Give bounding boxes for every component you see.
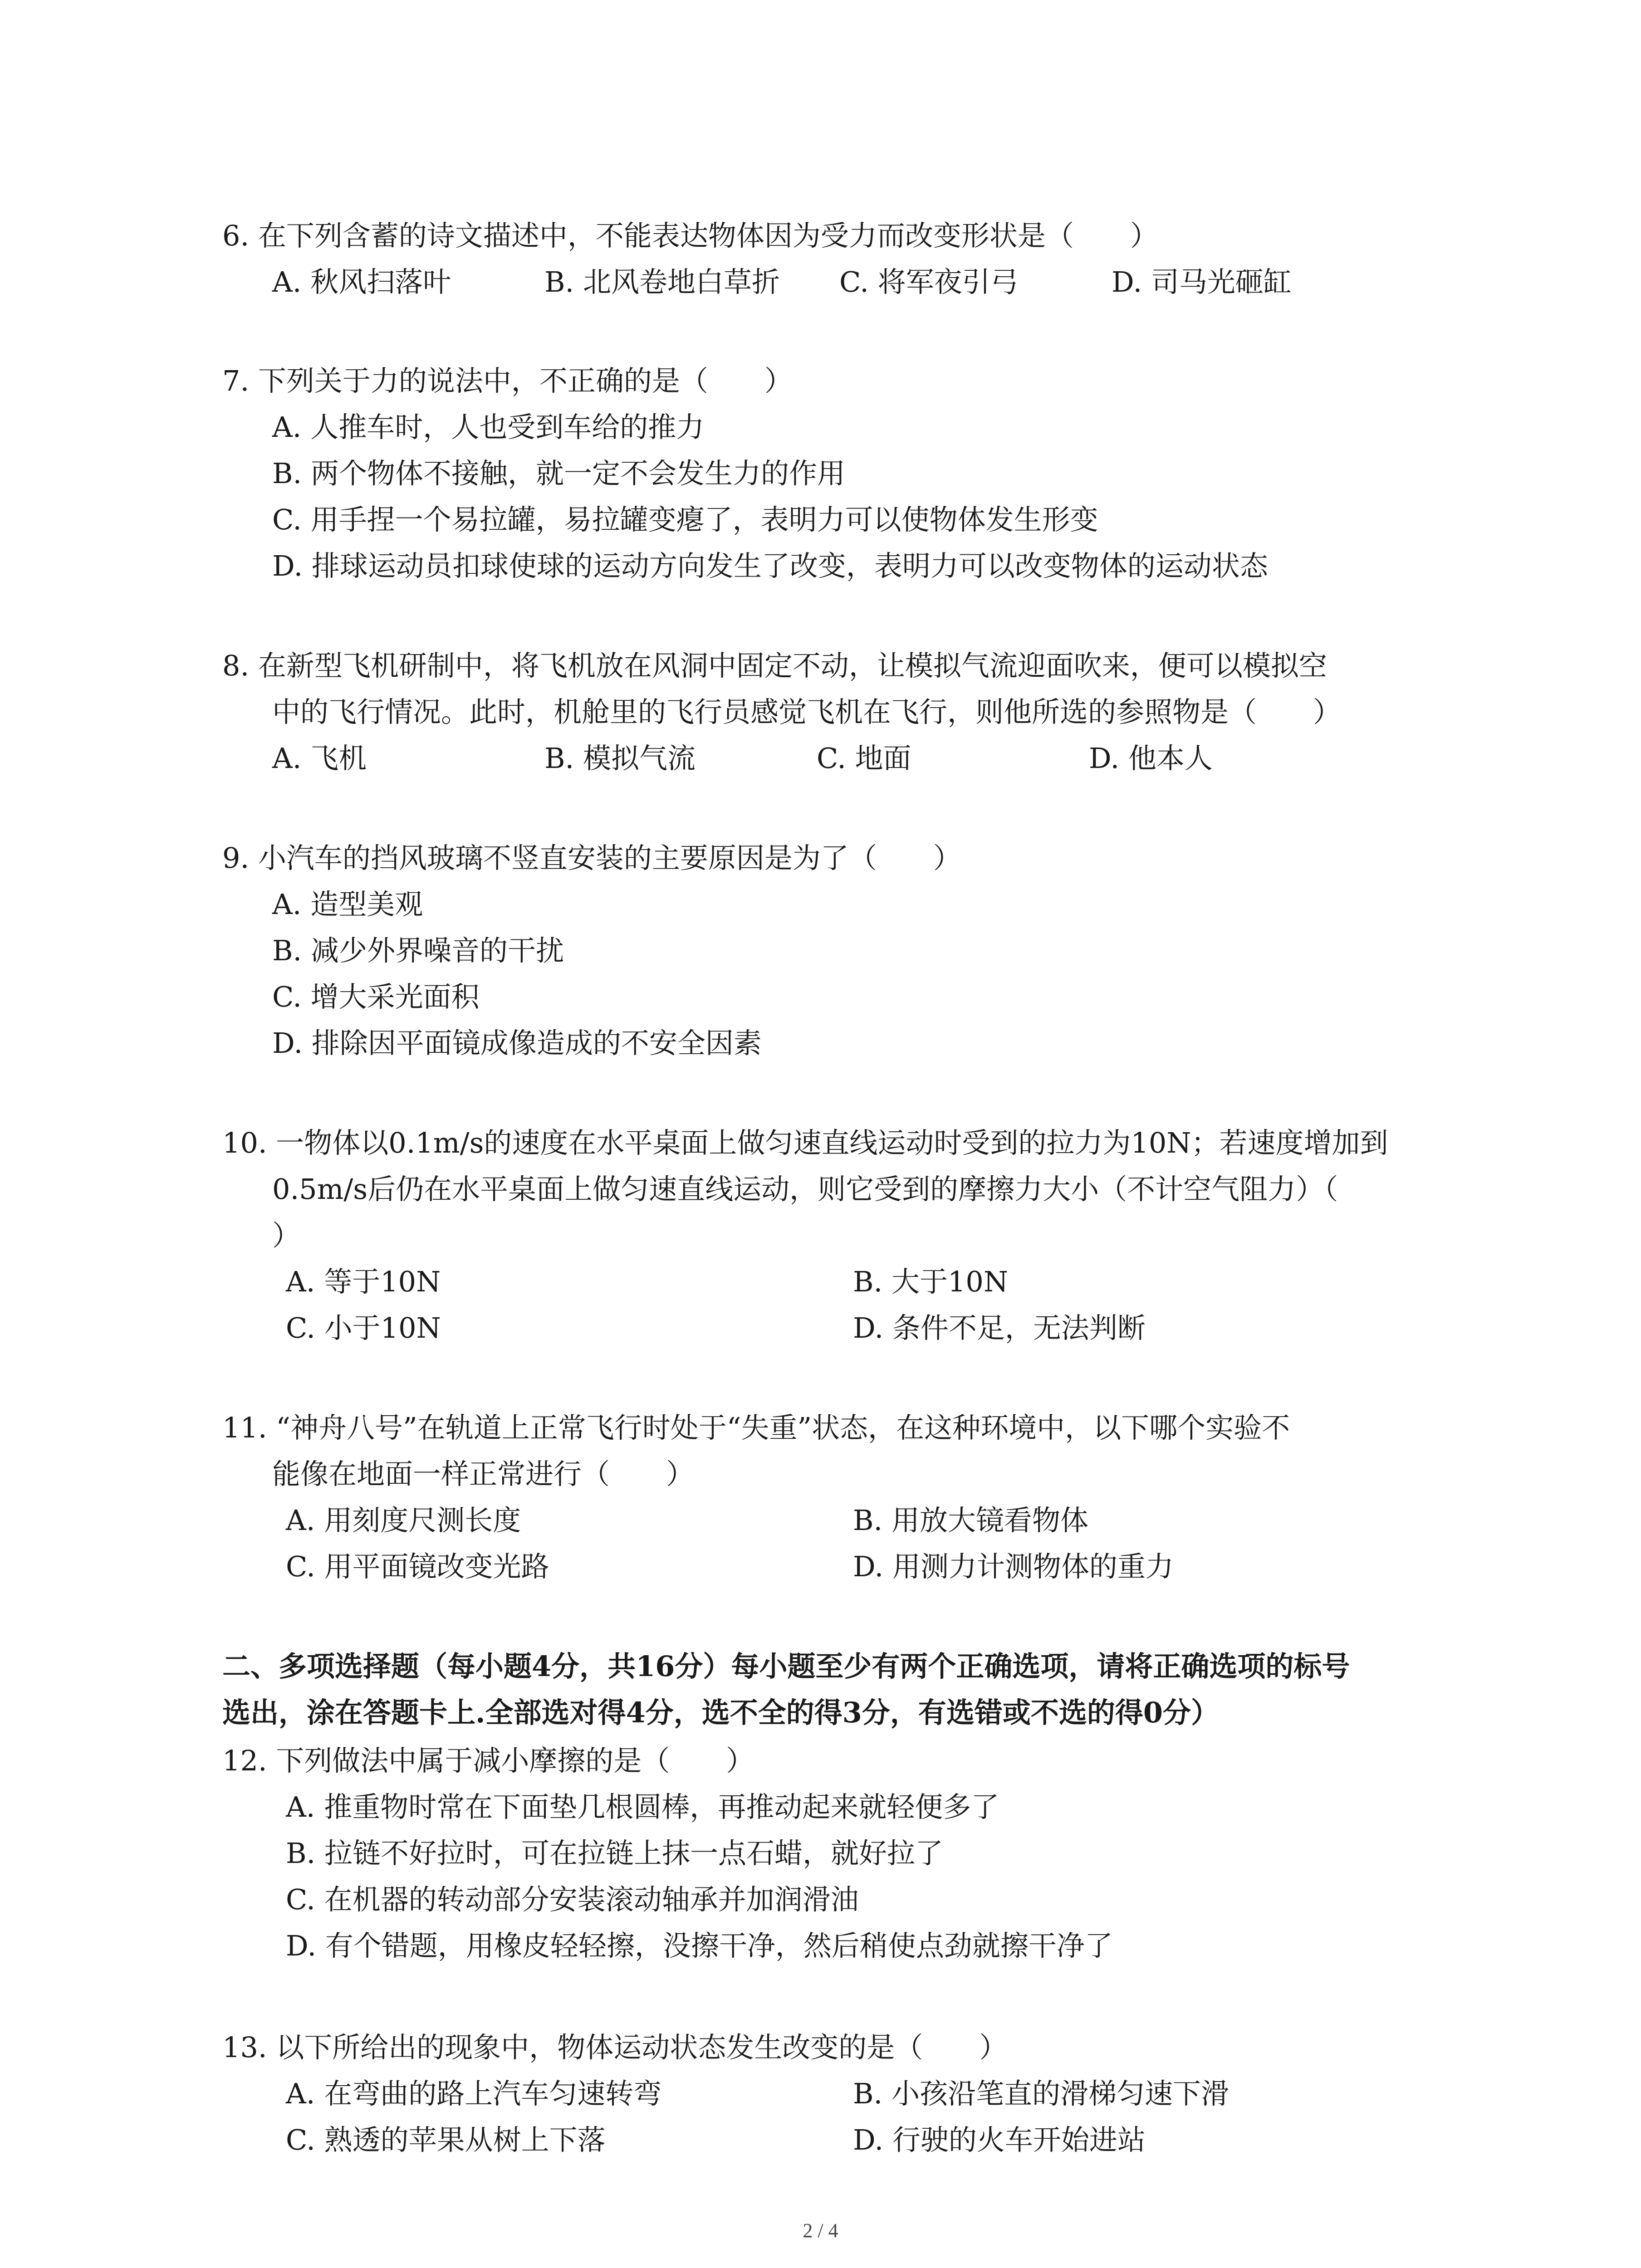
question-9-option-c: C. 增大采光面积 [272,980,480,1013]
question-13-stem: 13. 以下所给出的现象中，物体运动状态发生改变的是（ ） [222,2031,1008,2064]
question-9-option-b: B. 减少外界噪音的干扰 [272,934,564,967]
question-13-option-b: B. 小孩沿笔直的滑梯匀速下滑 [853,2077,1229,2110]
question-12-option-c: C. 在机器的转动部分安装滚动轴承并加润滑油 [286,1883,859,1916]
question-7-option-a: A. 人推车时，人也受到车给的推力 [272,411,705,444]
question-10-option-c: C. 小于10N [286,1311,441,1344]
question-10-stem-line2: 0.5m/s后仍在水平桌面上做匀速直线运动，则它受到的摩擦力大小（不计空气阻力）（ [272,1173,1338,1206]
question-12-option-b: B. 拉链不好拉时，可在拉链上抹一点石蜡，就好拉了 [286,1837,943,1870]
question-8-stem-line1: 8. 在新型飞机研制中，将飞机放在风洞中固定不动，让模拟气流迎面吹来，便可以模拟空 [222,649,1327,682]
question-6-option-d: D. 司马光砸缸 [1112,265,1292,298]
section-2-heading-line2: 选出，涂在答题卡上.全部选对得4分，选不全的得3分，有选错或不选的得0分） [222,1696,1220,1729]
question-10-option-a: A. 等于10N [286,1265,441,1298]
question-11-option-a: A. 用刻度尺测长度 [286,1504,521,1537]
question-11-stem-line2: 能像在地面一样正常进行（ ） [272,1457,695,1491]
question-8-option-b: B. 模拟气流 [544,742,696,775]
question-7-option-d: D. 排球运动员扣球使球的运动方向发生了改变，表明力可以改变物体的运动状态 [272,549,1268,582]
question-7-option-c: C. 用手捏一个易拉罐，易拉罐变瘪了，表明力可以使物体发生形变 [272,503,1098,536]
section-2-heading-line1: 二、多项选择题（每小题4分，共16分）每小题至少有两个正确选项，请将正确选项的标号 [222,1650,1350,1683]
question-6-stem: 6. 在下列含蓄的诗文描述中，不能表达物体因为受力而改变形状是（ ） [222,219,1158,252]
question-11-option-c: C. 用平面镜改变光路 [286,1550,549,1583]
question-13-option-a: A. 在弯曲的路上汽车匀速转弯 [286,2077,662,2110]
question-11-option-b: B. 用放大镜看物体 [853,1504,1088,1537]
question-8-option-a: A. 飞机 [272,742,367,775]
question-10-stem-line1: 10. 一物体以0.1m/s的速度在水平桌面上做匀速直线运动时受到的拉力为10N；若速度增加到 [222,1126,1388,1159]
question-7-stem: 7. 下列关于力的说法中，不正确的是（ ） [222,364,793,397]
question-9-option-a: A. 造型美观 [272,888,423,921]
question-12-option-a: A. 推重物时常在下面垫几根圆棒，再推动起来就轻便多了 [286,1790,999,1823]
question-8-stem-line2: 中的飞行情况。此时，机舱里的飞行员感觉飞机在飞行，则他所选的参照物是（ ） [272,695,1342,728]
question-8-option-c: C. 地面 [817,742,911,775]
question-10-stem-line3: ） [272,1219,301,1252]
question-10-option-b: B. 大于10N [853,1265,1009,1298]
question-12-option-d: D. 有个错题，用橡皮轻轻擦，没擦干净，然后稍使点劲就擦干净了 [286,1929,1113,1962]
question-12-stem: 12. 下列做法中属于减小摩擦的是（ ） [222,1744,754,1777]
question-13-option-c: C. 熟透的苹果从树上下落 [286,2123,606,2156]
question-8-option-d: D. 他本人 [1089,742,1213,775]
question-11-stem-line1: 11. “神舟八号”在轨道上正常飞行时处于“失重”状态，在这种环境中，以下哪个实验不 [222,1411,1290,1444]
question-9-option-d: D. 排除因平面镜成像造成的不安全因素 [272,1026,762,1060]
question-6-option-a: A. 秋风扫落叶 [272,265,451,298]
question-7-option-b: B. 两个物体不接触，就一定不会发生力的作用 [272,457,845,490]
question-9-stem: 9. 小汽车的挡风玻璃不竖直安装的主要原因是为了（ ） [222,841,961,875]
question-11-option-d: D. 用测力计测物体的重力 [853,1550,1174,1583]
question-10-option-d: D. 条件不足，无法判断 [853,1311,1146,1344]
question-13-option-d: D. 行驶的火车开始进站 [853,2123,1146,2156]
page-number: 2 / 4 [803,2219,838,2242]
question-6-option-c: C. 将军夜引弓 [839,265,1019,298]
question-6-option-b: B. 北风卷地白草折 [544,265,780,298]
